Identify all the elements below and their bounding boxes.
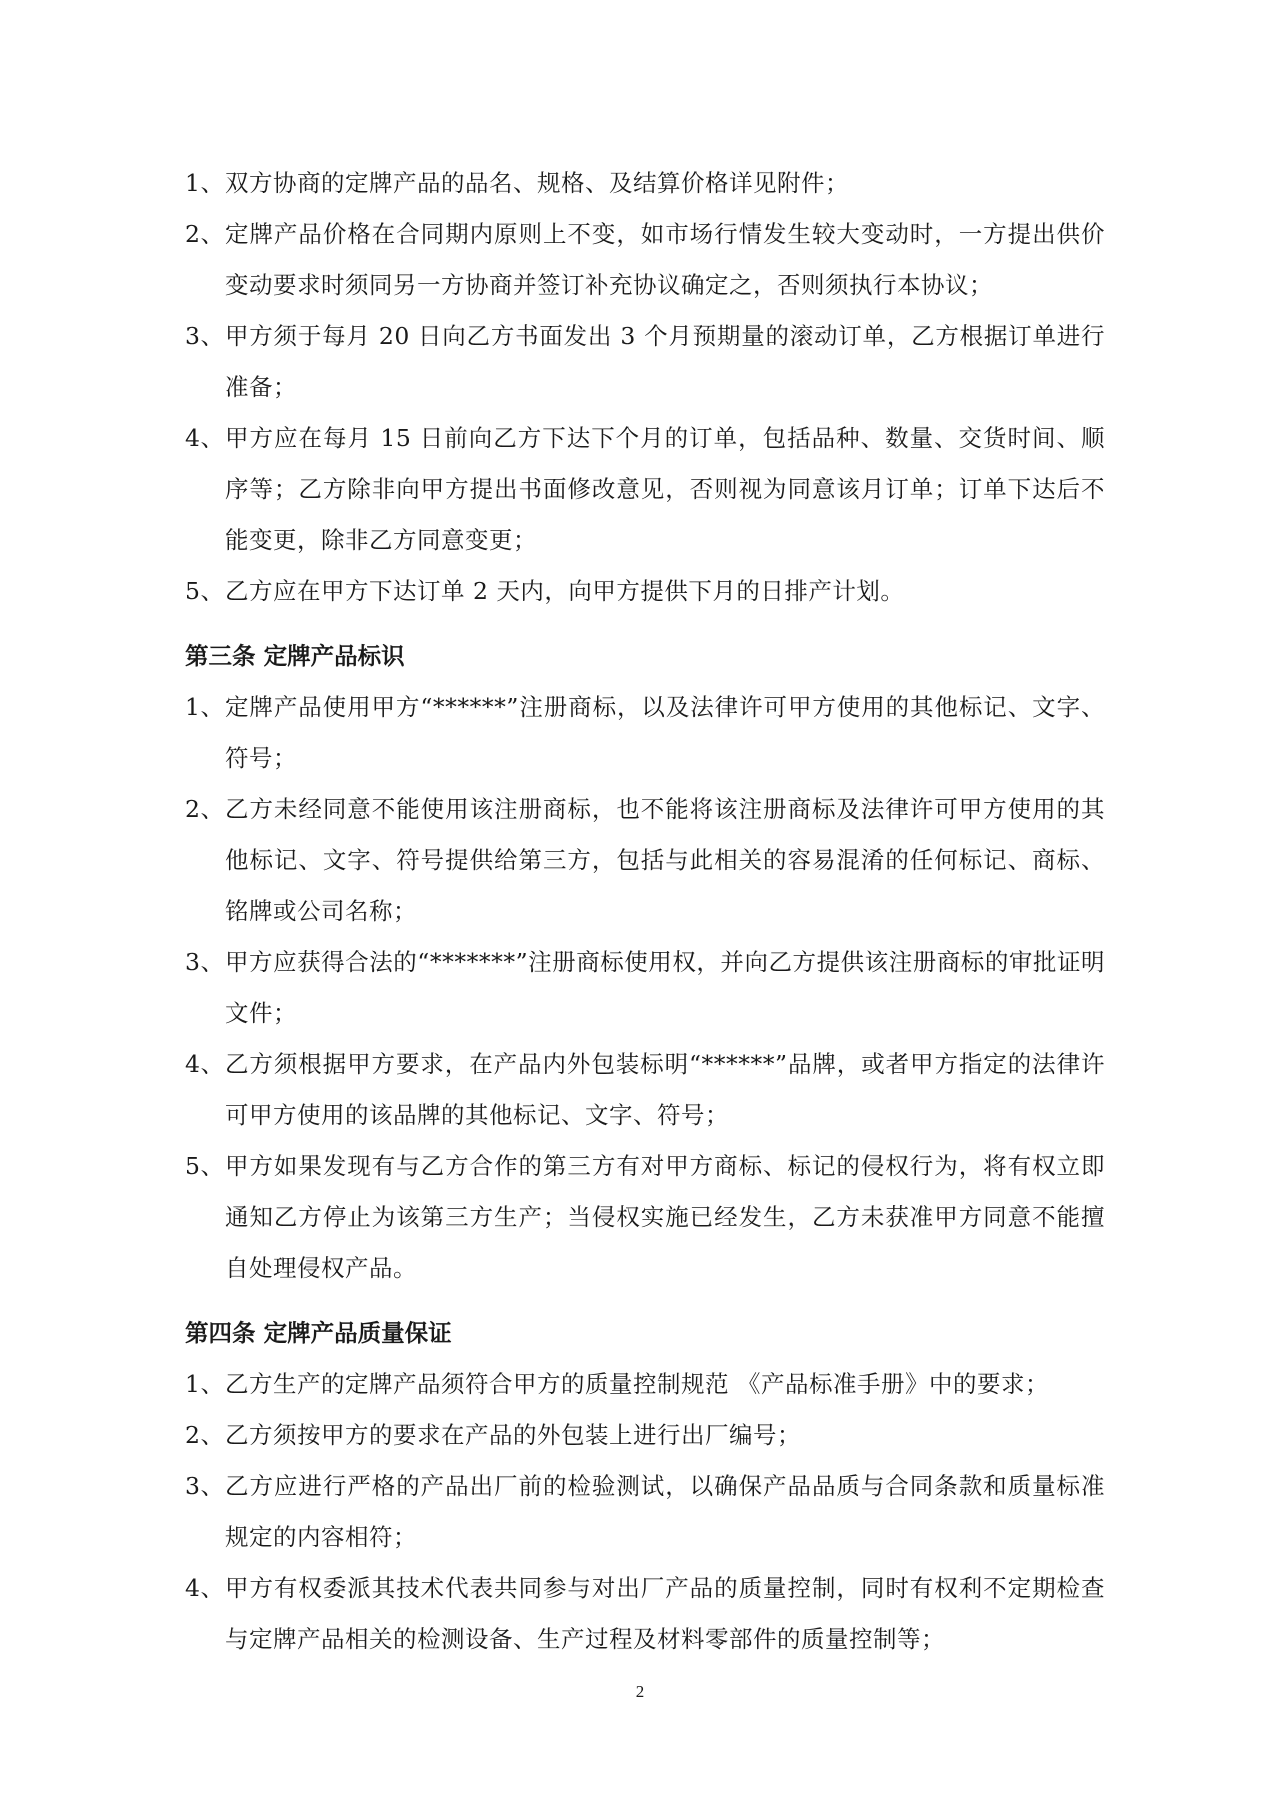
clause-item (185, 784, 1105, 937)
clause-item (185, 1461, 1105, 1563)
clause-number: 3、 (185, 948, 225, 976)
clause-item (185, 1039, 1105, 1141)
clause-text: 乙方须按甲方的要求在产品的外包装上进行出厂编号； (225, 1421, 801, 1449)
clause-number: 1、 (185, 169, 225, 197)
clause-text: 乙方应在甲方下达订单 2 天内，向甲方提供下月的日排产计划。 (225, 577, 905, 605)
clause-text: 乙方须根据甲方要求，在产品内外包装标明“******”品牌，或者甲方指定的法律许可甲方使用的该品牌的其他标记、文字、符号； (225, 1050, 1105, 1129)
clause-item (185, 209, 1105, 311)
clause-number: 3、 (185, 1472, 225, 1500)
clause-item (185, 1359, 1105, 1410)
clause-number: 3、 (185, 322, 225, 350)
clause-text: 甲方须于每月 20 日向乙方书面发出 3 个月预期量的滚动订单，乙方根据订单进行准备； (225, 322, 1105, 401)
clause-list-quality (185, 1359, 1105, 1665)
clause-item (185, 413, 1105, 566)
clause-text: 甲方如果发现有与乙方合作的第三方有对甲方商标、标记的侵权行为，将有权立即通知乙方停止为该第三方生产；当侵权实施已经发生，乙方未获准甲方同意不能擅自处理侵权产品。 (225, 1152, 1105, 1282)
clause-text: 甲方应在每月 15 日前向乙方下达下个月的订单，包括品种、数量、交货时间、顺序等；乙方除非向甲方提出书面修改意见，否则视为同意该月订单；订单下达后不能变更，除非乙方同意变更； (225, 424, 1105, 554)
clause-text: 定牌产品使用甲方“******”注册商标，以及法律许可甲方使用的其他标记、文字、符号； (225, 693, 1105, 772)
clause-number: 1、 (185, 1370, 225, 1398)
document-body (185, 158, 1105, 1665)
page-number: 2 (635, 1682, 645, 1701)
clause-item (185, 1410, 1105, 1461)
clause-number: 2、 (185, 795, 225, 823)
clause-text: 定牌产品价格在合同期内原则上不变，如市场行情发生较大变动时，一方提出供价变动要求时须同另一方协商并签订补充协议确定之，否则须执行本协议； (225, 220, 1105, 299)
clause-text: 乙方生产的定牌产品须符合甲方的质量控制规范 《产品标准手册》中的要求； (225, 1370, 1049, 1398)
clause-item (185, 1563, 1105, 1665)
clause-item (185, 682, 1105, 784)
clause-text: 双方协商的定牌产品的品名、规格、及结算价格详见附件； (225, 169, 849, 197)
clause-text: 乙方未经同意不能使用该注册商标，也不能将该注册商标及法律许可甲方使用的其他标记、文字、符号提供给第三方，包括与此相关的容易混淆的任何标记、商标、铭牌或公司名称； (225, 795, 1105, 925)
clause-number: 5、 (185, 577, 225, 605)
clause-list-labeling (185, 682, 1105, 1294)
clause-item (185, 311, 1105, 413)
section-heading-article-3: 第三条 定牌产品标识 (185, 642, 405, 670)
clause-number: 1、 (185, 693, 225, 721)
clause-item (185, 1141, 1105, 1294)
clause-item (185, 566, 1105, 617)
clause-list-pricing (185, 158, 1105, 617)
clause-number: 4、 (185, 1574, 225, 1602)
clause-number: 4、 (185, 424, 225, 452)
clause-number: 5、 (185, 1152, 225, 1180)
clause-number: 2、 (185, 1421, 225, 1449)
clause-item (185, 158, 1105, 209)
clause-text: 甲方有权委派其技术代表共同参与对出厂产品的质量控制，同时有权利不定期检查与定牌产品相关的检测设备、生产过程及材料零部件的质量控制等； (225, 1574, 1105, 1653)
clause-text: 甲方应获得合法的“*******”注册商标使用权，并向乙方提供该注册商标的审批证明文件； (225, 948, 1105, 1027)
clause-number: 4、 (185, 1050, 225, 1078)
clause-text: 乙方应进行严格的产品出厂前的检验测试，以确保产品品质与合同条款和质量标准规定的内容相符； (225, 1472, 1105, 1551)
section-heading-article-4: 第四条 定牌产品质量保证 (185, 1319, 452, 1347)
clause-number: 2、 (185, 220, 225, 248)
clause-item (185, 937, 1105, 1039)
